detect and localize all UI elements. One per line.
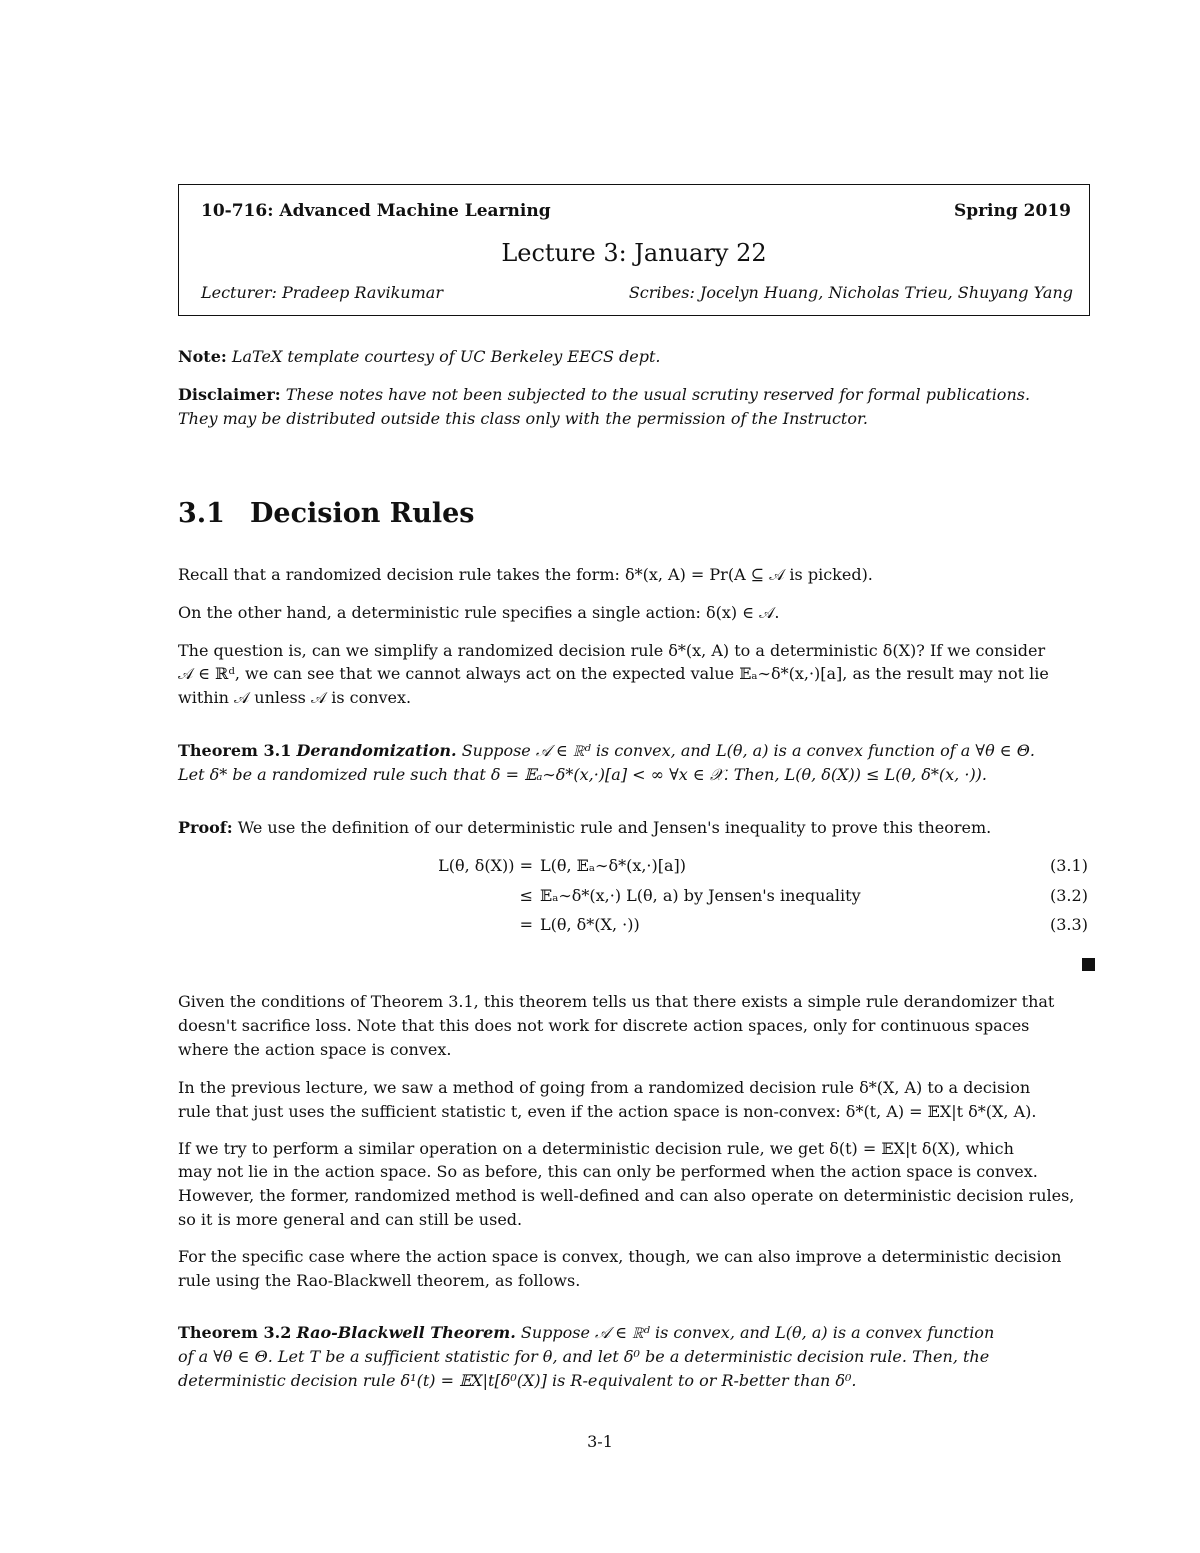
paragraph-6-line-4: so it is more general and can still be used.	[178, 1210, 523, 1229]
section-title: Decision Rules	[250, 498, 475, 529]
term: Spring 2019	[953, 201, 1071, 221]
equation-3-lhs: =	[519, 915, 533, 934]
theorem-1-text-1: Suppose 𝒜 ∈ ℝᵈ is convex, and L(θ, a) is a convex function of a ∀θ ∈ Θ.	[461, 741, 1035, 760]
paragraph-5-line-1: In the previous lecture, we saw a method of going from a randomized decision rule δ*(X, A) to a decision	[178, 1078, 1031, 1097]
proof	[178, 816, 991, 840]
paragraph-6-line-3: However, the former, randomized method is well-defined and can also operate on deterministic decision rules,	[178, 1186, 1075, 1205]
disclaimer-line-1	[178, 383, 1030, 407]
equation-3-number: (3.3)	[1050, 915, 1088, 934]
paragraph-3-line-2: 𝒜 ∈ ℝᵈ, we can see that we cannot always act on the expected value 𝔼ₐ∼δ*(x,·)[a], as the result may not lie	[178, 664, 1049, 683]
proof-label: Proof:	[178, 818, 233, 837]
equation-1-lhs: L(θ, δ(X)) =	[438, 856, 533, 875]
paragraph-7-line-1: For the specific case where the action space is convex, though, we can also improve a deterministic decision	[178, 1247, 1062, 1266]
page-number: 3-1	[587, 1432, 613, 1451]
theorem-2-line-1	[178, 1321, 994, 1345]
paragraph-5-line-2: rule that just uses the sufficient statistic t, even if the action space is non-convex: δ*(t, A) = 𝔼X|t δ*(X, A).	[178, 1102, 1037, 1121]
equation-3-rhs: L(θ, δ*(X, ·))	[540, 915, 640, 934]
note-label: Note:	[178, 347, 227, 366]
equation-2-lhs: ≤	[519, 886, 533, 905]
qed-square-icon	[1082, 958, 1095, 971]
scribes: Scribes: Jocelyn Huang, Nicholas Trieu, Shuyang Yang	[628, 283, 1073, 302]
lecture-title: Lecture 3: January 22	[501, 239, 767, 267]
paragraph-4-line-3: where the action space is convex.	[178, 1040, 452, 1059]
disclaimer-label: Disclaimer:	[178, 385, 281, 404]
lecturer: Lecturer: Pradeep Ravikumar	[201, 283, 443, 302]
equation-2-number: (3.2)	[1050, 886, 1088, 905]
paragraph-3-line-3: within 𝒜 unless 𝒜 is convex.	[178, 688, 412, 707]
theorem-2-line-3: deterministic decision rule δ¹(t) = 𝔼X|t[δ⁰(X)] is R-equivalent to or R-better than δ⁰.	[178, 1371, 857, 1390]
note-text: LaTeX template courtesy of UC Berkeley EECS dept.	[231, 347, 661, 366]
paragraph-6-line-1: If we try to perform a similar operation on a deterministic decision rule, we get δ(t) = 𝔼X|t δ(X), which	[178, 1139, 1014, 1158]
paragraph-3-line-1: The question is, can we simplify a randomized decision rule δ*(x, A) to a deterministic δ(X)? If we consider	[178, 641, 1046, 660]
paragraph-4-line-2: doesn't sacrifice loss. Note that this does not work for discrete action spaces, only for continuous spaces	[178, 1016, 1030, 1035]
equation-1-number: (3.1)	[1050, 856, 1088, 875]
paragraph-4-line-1: Given the conditions of Theorem 3.1, this theorem tells us that there exists a simple rule derandomizer that	[178, 992, 1055, 1011]
theorem-2-line-2: of a ∀θ ∈ Θ. Let T be a sufficient statistic for θ, and let δ⁰ be a deterministic decision rule. Then, the	[178, 1347, 990, 1366]
paragraph-2: On the other hand, a deterministic rule specifies a single action: δ(x) ∈ 𝒜.	[178, 603, 780, 622]
note	[178, 345, 660, 369]
theorem-1-line-2: Let δ* be a randomized rule such that δ = 𝔼ₐ∼δ*(x,·)[a] < ∞ ∀x ∈ 𝒳. Then, L(θ, δ(X)) ≤ L(θ, δ*(x, ·)).	[178, 765, 988, 784]
paragraph-1: Recall that a randomized decision rule takes the form: δ*(x, A) = Pr(A ⊆ 𝒜 is picked).	[178, 565, 873, 584]
theorem-1-label: Theorem 3.1	[178, 741, 292, 760]
theorem-2-label: Theorem 3.2	[178, 1323, 292, 1342]
theorem-2-name: Rao-Blackwell Theorem.	[296, 1323, 516, 1342]
theorem-1-line-1	[178, 739, 1035, 763]
equation-2-rhs: 𝔼ₐ∼δ*(x,·) L(θ, a) by Jensen's inequality	[540, 886, 861, 905]
disclaimer-text-1: These notes have not been subjected to the usual scrutiny reserved for formal publications.	[285, 385, 1031, 404]
proof-text: We use the definition of our deterministic rule and Jensen's inequality to prove this theorem.	[237, 818, 992, 837]
header-box	[178, 184, 1090, 316]
theorem-2-text-1: Suppose 𝒜 ∈ ℝᵈ is convex, and L(θ, a) is a convex function	[520, 1323, 995, 1342]
equation-1-rhs: L(θ, 𝔼ₐ∼δ*(x,·)[a])	[540, 856, 687, 875]
section-number: 3.1	[178, 498, 225, 529]
disclaimer-line-2: They may be distributed outside this class only with the permission of the Instructor.	[178, 409, 868, 428]
course-title: 10-716: Advanced Machine Learning	[201, 201, 551, 221]
paragraph-6-line-2: may not lie in the action space. So as before, this can only be performed when the action space is convex.	[178, 1162, 1038, 1181]
paragraph-7-line-2: rule using the Rao-Blackwell theorem, as follows.	[178, 1271, 581, 1290]
section-heading	[178, 498, 475, 529]
theorem-1-name: Derandomization.	[296, 741, 457, 760]
